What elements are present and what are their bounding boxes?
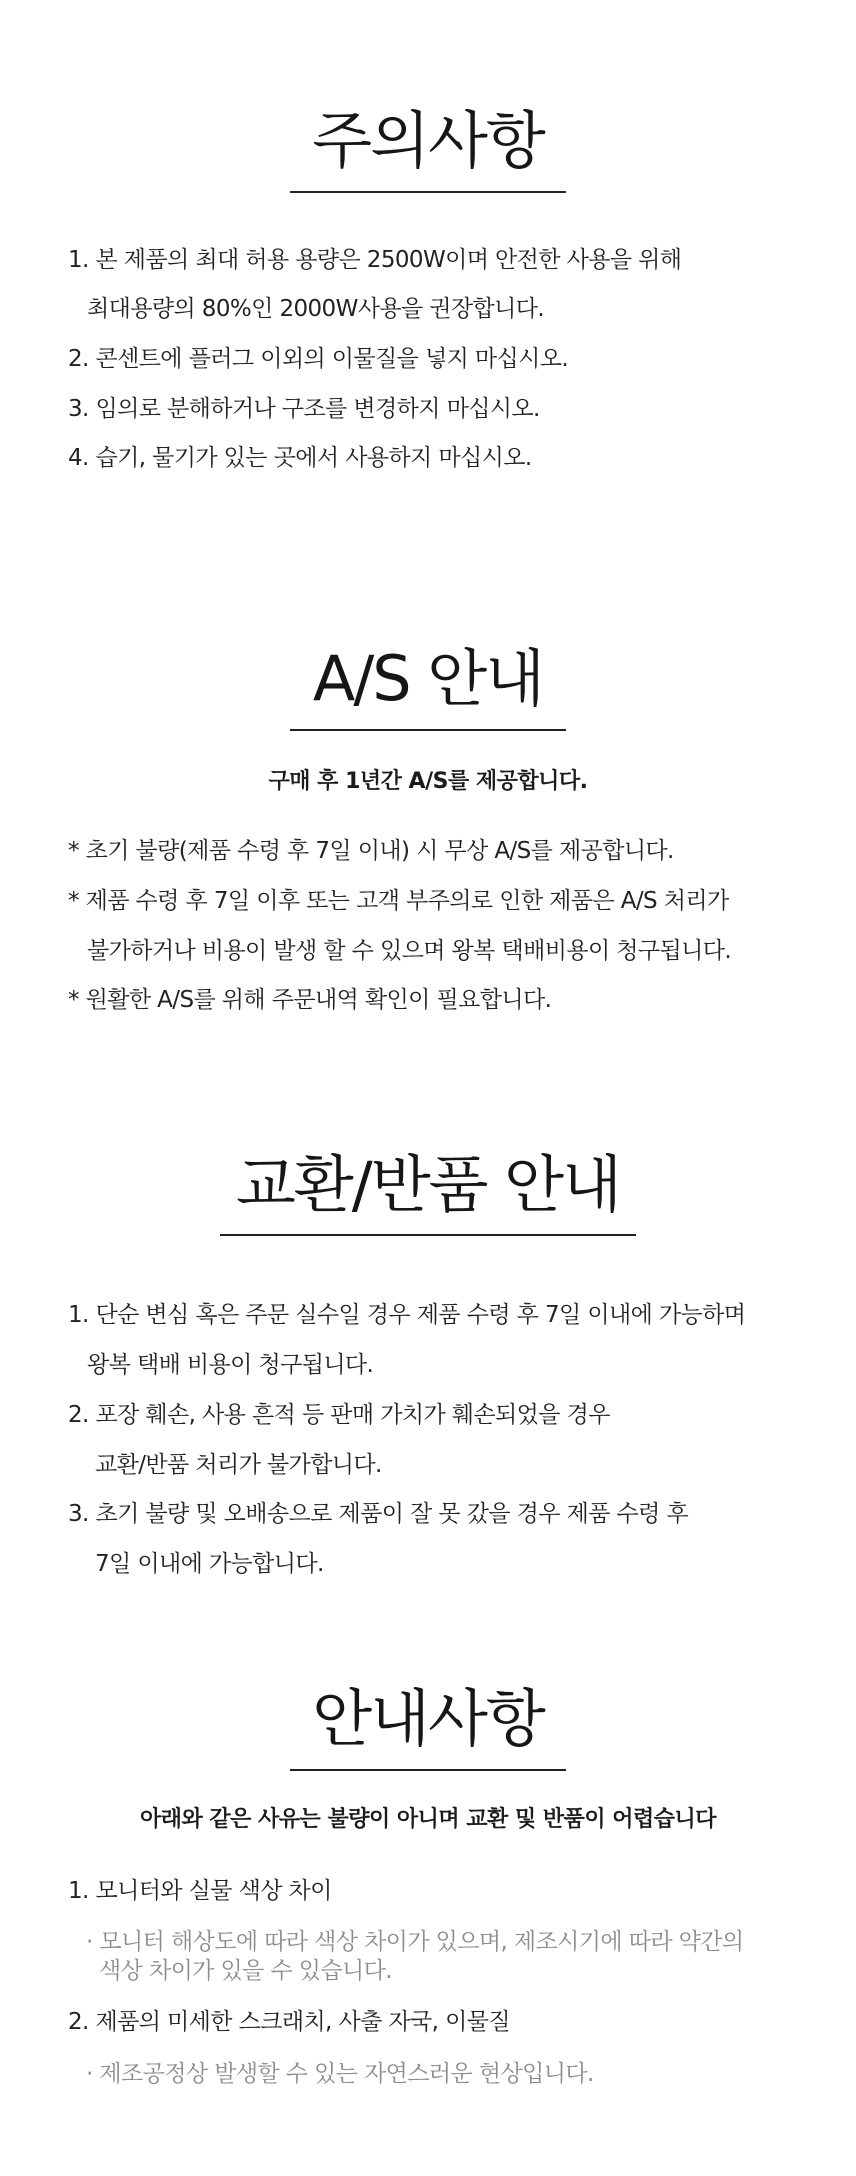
notice-title-underline: [290, 1769, 566, 1771]
caution-item-1-cont: 최대용량의 80%인 2000W사용을 권장합니다.: [87, 296, 545, 322]
caution-item-3: 3. 임의로 분해하거나 구조를 변경하지 마십시오.: [68, 396, 540, 422]
notice-subtitle: 아래와 같은 사유는 불량이 아니며 교환 및 반품이 어렵습니다: [139, 1807, 717, 1832]
notice-item-1: 1. 모니터와 실물 색상 차이: [68, 1878, 332, 1904]
exchange-item-1: 1. 단순 변심 혹은 주문 실수일 경우 제품 수령 후 7일 이내에 가능하며: [68, 1302, 746, 1328]
notice-item-2: 2. 제품의 미세한 스크래치, 사출 자국, 이물질: [68, 2009, 510, 2035]
as-title: A/S 안내: [312, 642, 544, 715]
notice-item-2-detail: · 제조공정상 발생할 수 있는 자연스러운 현상입니다.: [86, 2061, 594, 2087]
exchange-title: 교환/반품 안내: [236, 1148, 620, 1221]
exchange-item-3: 3. 초기 불량 및 오배송으로 제품이 잘 못 갔을 경우 제품 수령 후: [68, 1501, 689, 1527]
as-item-1: * 초기 불량(제품 수령 후 7일 이내) 시 무상 A/S를 제공합니다.: [68, 838, 674, 864]
caution-item-2: 2. 콘센트에 플러그 이외의 이물질을 넣지 마십시오.: [68, 346, 569, 372]
exchange-item-1-cont: 왕복 택배 비용이 청구됩니다.: [87, 1352, 374, 1378]
as-title-underline: [290, 729, 566, 731]
as-item-2: * 제품 수령 후 7일 이후 또는 고객 부주의로 인한 제품은 A/S 처리가: [68, 888, 729, 914]
caution-item-4: 4. 습기, 물기가 있는 곳에서 사용하지 마십시오.: [68, 445, 532, 471]
notice-title: 안내사항: [312, 1682, 544, 1755]
as-subtitle: 구매 후 1년간 A/S를 제공합니다.: [268, 769, 588, 794]
exchange-item-2: 2. 포장 훼손, 사용 흔적 등 판매 가치가 훼손되었을 경우: [68, 1402, 610, 1428]
notice-item-1-detail-cont: 색상 차이가 있을 수 있습니다.: [99, 1958, 392, 1984]
caution-title: 주의사항: [312, 104, 544, 177]
caution-title-underline: [290, 191, 566, 193]
caution-item-1: 1. 본 제품의 최대 허용 용량은 2500W이며 안전한 사용을 위해: [68, 247, 682, 273]
exchange-item-3-cont: 7일 이내에 가능합니다.: [95, 1551, 324, 1577]
exchange-title-underline: [220, 1234, 636, 1236]
as-item-3: * 원활한 A/S를 위해 주문내역 확인이 필요합니다.: [68, 987, 552, 1013]
exchange-item-2-cont: 교환/반품 처리가 불가합니다.: [95, 1452, 382, 1478]
notice-item-1-detail: · 모니터 해상도에 따라 색상 차이가 있으며, 제조시기에 따라 약간의: [86, 1929, 744, 1955]
as-item-2-cont: 불가하거나 비용이 발생 할 수 있으며 왕복 택배비용이 청구됩니다.: [87, 938, 732, 964]
